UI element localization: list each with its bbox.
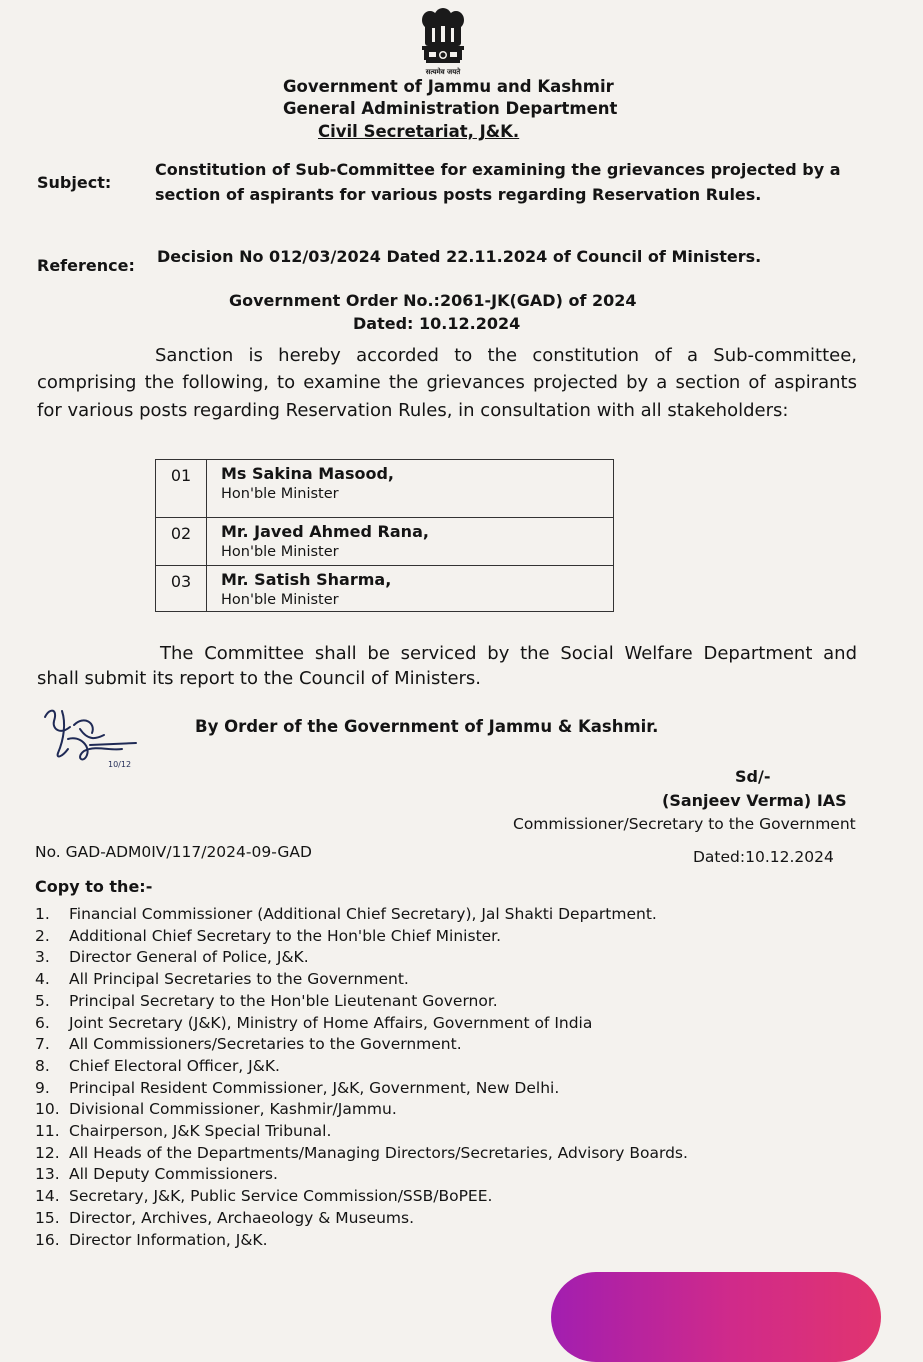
header-department: General Administration Department: [283, 99, 618, 118]
copy-to-item: [35, 1209, 414, 1227]
order-number: Government Order No.:2061-JK(GAD) of 2024: [229, 291, 637, 310]
committee-row: [156, 460, 614, 518]
copy-to-item: [35, 1122, 331, 1140]
body-paragraph-2-line-2: shall submit its report to the Council of Ministers.: [37, 668, 482, 689]
committee-row: [156, 566, 614, 612]
copy-to-item: [35, 1144, 688, 1162]
copy-to-item-text: Financial Commissioner (Additional Chief Secretary), Jal Shakti Department.: [69, 905, 657, 923]
copy-to-item-number: 15.: [35, 1208, 60, 1227]
copy-to-item-text: Additional Chief Secretary to the Hon'ble Chief Minister.: [69, 926, 502, 945]
copy-to-item-text: All Principal Secretaries to the Government.: [69, 970, 409, 989]
copy-to-item-number: 10.: [35, 1100, 60, 1119]
copy-to-item-number: 3.: [35, 948, 50, 967]
pink-overlay-shape: [551, 1272, 881, 1362]
copy-to-item-text: All Commissioners/Secretaries to the Government.: [69, 1035, 462, 1054]
committee-member: [207, 566, 614, 612]
committee-row: [156, 518, 614, 566]
copy-to-item-number: 1.: [35, 905, 50, 923]
copy-to-item: [35, 1165, 278, 1183]
signature-date: Dated:10.12.2024: [693, 848, 834, 866]
copy-to-item: [35, 1231, 268, 1249]
copy-to-item: [35, 1100, 397, 1118]
copy-to-item-text: All Deputy Commissioners.: [69, 1165, 278, 1184]
copy-to-item-number: 8.: [35, 1056, 50, 1075]
copy-to-item-text: Principal Resident Commissioner, J&K, Government, New Delhi.: [69, 1078, 560, 1097]
copy-to-item: [35, 905, 657, 923]
copy-to-item-number: 11.: [35, 1122, 60, 1140]
handwritten-initials-icon: [40, 705, 150, 785]
copy-to-item-text: Director, Archives, Archaeology & Museums.: [69, 1208, 415, 1227]
copy-to-item-text: Joint Secretary (J&K), Ministry of Home Affairs, Government of India: [69, 1013, 593, 1032]
copy-to-item-number: 4.: [35, 970, 50, 989]
subject-label: Subject:: [37, 173, 112, 192]
copy-to-item: [35, 1079, 559, 1097]
signatory-title: Commissioner/Secretary to the Government: [513, 815, 856, 833]
copy-to-item: [35, 992, 498, 1010]
signature-sd: Sd/-: [735, 767, 771, 786]
copy-to-item: [35, 970, 409, 988]
member-name: Mr. Satish Sharma,: [221, 570, 392, 589]
copy-to-item-text: Secretary, J&K, Public Service Commission/SSB/BoPEE.: [69, 1187, 493, 1206]
emblem-caption: सत्यमेव जयते: [425, 68, 461, 76]
copy-to-item-number: 14.: [35, 1187, 60, 1206]
committee-row-number: 01: [156, 460, 207, 518]
copy-to-item-text: Principal Secretary to the Hon'ble Lieutenant Governor.: [69, 991, 498, 1010]
reference-label: Reference:: [37, 256, 135, 275]
copy-to-item-number: 12.: [35, 1143, 60, 1162]
committee-member: [207, 518, 614, 566]
committee-member: [207, 460, 614, 518]
committee-row-number: 02: [156, 518, 207, 566]
header-government: Government of Jammu and Kashmir: [283, 77, 614, 96]
copy-to-item-text: All Heads of the Departments/Managing Directors/Secretaries, Advisory Boards.: [69, 1143, 688, 1162]
order-date: Dated: 10.12.2024: [353, 314, 521, 333]
copy-to-item-number: 13.: [35, 1165, 60, 1184]
body-paragraph-2-line-1: The Committee shall be serviced by the Social Welfare Department and: [160, 643, 857, 664]
member-designation: Hon'ble Minister: [221, 544, 339, 560]
copy-to-item-number: 6.: [35, 1013, 50, 1032]
body-paragraph-1-line-1: Sanction is hereby accorded to the constitution of a Sub-committee,: [155, 345, 857, 366]
national-emblem-icon: [417, 6, 469, 80]
copy-to-item: [35, 1014, 592, 1032]
copy-to-item-number: 9.: [35, 1078, 50, 1097]
file-number: No. GAD-ADM0IV/117/2024-09-GAD: [35, 843, 312, 861]
copy-to-item-text: Director General of Police, J&K.: [69, 948, 309, 967]
copy-to-item-text: Chief Electoral Officer, J&K.: [69, 1056, 280, 1075]
copy-to-item: [35, 1035, 462, 1053]
committee-row-number: 03: [156, 566, 207, 612]
handwritten-date: 10/12: [108, 760, 132, 769]
copy-to-item-text: Chairperson, J&K Special Tribunal.: [69, 1122, 332, 1140]
body-paragraph-1-line-2: comprising the following, to examine the grievances projected by a section of aspirants: [37, 372, 857, 393]
subject-line-2: section of aspirants for various posts regarding Reservation Rules.: [155, 185, 762, 204]
member-name: Mr. Javed Ahmed Rana,: [221, 522, 429, 541]
copy-to-item-number: 2.: [35, 926, 50, 945]
copy-to-item-number: 7.: [35, 1035, 50, 1054]
signatory-name: (Sanjeev Verma) IAS: [662, 791, 847, 810]
copy-to-item-number: 16.: [35, 1230, 60, 1249]
copy-to-item-number: 5.: [35, 991, 50, 1010]
body-paragraph-1-line-3: for various posts regarding Reservation Rules, in consultation with all stakeholders:: [37, 400, 789, 421]
member-designation: Hon'ble Minister: [221, 592, 339, 608]
by-order-line: By Order of the Government of Jammu & Kashmir.: [195, 717, 659, 736]
member-name: Ms Sakina Masood,: [221, 464, 394, 483]
copy-to-heading: Copy to the:-: [35, 877, 153, 896]
copy-to-item: [35, 1057, 280, 1075]
copy-to-item-text: Director Information, J&K.: [69, 1230, 268, 1249]
copy-to-item: [35, 1187, 492, 1205]
subject-line-1: Constitution of Sub-Committee for examining the grievances projected by a: [155, 160, 841, 179]
header-secretariat: Civil Secretariat, J&K.: [318, 122, 520, 141]
committee-table: [155, 459, 614, 612]
reference-text: Decision No 012/03/2024 Dated 22.11.2024 of Council of Ministers.: [157, 247, 762, 266]
copy-to-item: [35, 948, 309, 966]
copy-to-item-text: Divisional Commissioner, Kashmir/Jammu.: [69, 1100, 397, 1119]
member-designation: Hon'ble Minister: [221, 486, 339, 502]
copy-to-item: [35, 927, 501, 945]
